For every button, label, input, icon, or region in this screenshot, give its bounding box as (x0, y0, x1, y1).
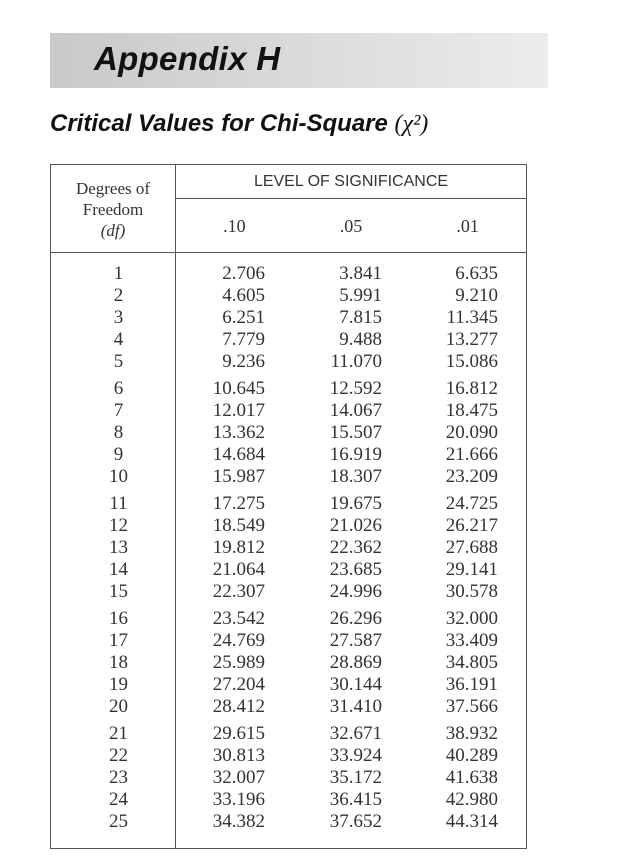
value-cell-05: 36.415 (329, 789, 382, 810)
value-cell-01: 23.209 (445, 466, 498, 487)
table-row (51, 674, 526, 696)
value-cell-10: 34.382 (212, 811, 265, 832)
value-cell-05: 14.067 (329, 400, 382, 421)
table-row (51, 789, 526, 811)
value-cell-01: 41.638 (445, 767, 498, 788)
row-group (51, 263, 526, 373)
df-cell: 9 (113, 444, 124, 465)
value-cell-05: 18.307 (329, 466, 382, 487)
df-cell: 24 (109, 789, 128, 810)
table-title (50, 110, 428, 138)
row-group (51, 378, 526, 488)
value-cell-10: 2.706 (222, 263, 265, 284)
significance-levels (176, 199, 526, 253)
value-cell-01: 37.566 (445, 696, 498, 717)
table-body (51, 263, 526, 838)
value-cell-01: 13.277 (445, 329, 498, 350)
df-cell: 17 (109, 630, 128, 651)
value-cell-10: 4.605 (222, 285, 265, 306)
header-divider (51, 252, 526, 253)
value-cell-10: 28.412 (212, 696, 265, 717)
value-cell-01: 29.141 (445, 559, 498, 580)
value-cell-01: 15.086 (445, 351, 498, 372)
value-cell-05: 7.815 (339, 307, 382, 328)
df-cell: 20 (109, 696, 128, 717)
value-cell-01: 27.688 (445, 537, 498, 558)
df-cell: 15 (109, 581, 128, 602)
value-cell-01: 33.409 (445, 630, 498, 651)
table-row (51, 652, 526, 674)
level-header-01: .01 (456, 215, 479, 236)
table-row (51, 515, 526, 537)
df-cell: 16 (109, 608, 128, 629)
table-row (51, 466, 526, 488)
value-cell-05: 3.841 (339, 263, 382, 284)
table-row (51, 493, 526, 515)
value-cell-05: 16.919 (329, 444, 382, 465)
value-cell-10: 22.307 (212, 581, 265, 602)
value-cell-10: 18.549 (212, 515, 265, 536)
chi-square-symbol: (χ²) (394, 111, 429, 137)
value-cell-10: 15.987 (212, 466, 265, 487)
table-row (51, 329, 526, 351)
value-cell-01: 11.345 (446, 307, 498, 328)
table-row (51, 351, 526, 373)
value-cell-05: 31.410 (329, 696, 382, 717)
value-cell-01: 40.289 (445, 745, 498, 766)
value-cell-10: 33.196 (212, 789, 265, 810)
df-cell: 14 (109, 559, 128, 580)
df-cell: 1 (113, 263, 124, 284)
table-row (51, 745, 526, 767)
value-cell-01: 32.000 (445, 608, 498, 629)
value-cell-01: 21.666 (445, 444, 498, 465)
value-cell-05: 32.671 (329, 723, 382, 744)
df-cell: 19 (109, 674, 128, 695)
df-cell: 2 (113, 285, 124, 306)
value-cell-10: 7.779 (222, 329, 265, 350)
row-group (51, 493, 526, 603)
df-cell: 3 (113, 307, 124, 328)
value-cell-10: 25.989 (212, 652, 265, 673)
value-cell-01: 24.725 (445, 493, 498, 514)
df-cell: 5 (113, 351, 124, 372)
value-cell-05: 21.026 (329, 515, 382, 536)
value-cell-05: 23.685 (329, 559, 382, 580)
df-cell: 11 (109, 493, 128, 514)
table-row (51, 378, 526, 400)
table-row (51, 537, 526, 559)
table-row (51, 581, 526, 603)
value-cell-05: 5.991 (339, 285, 382, 306)
table-row (51, 608, 526, 630)
df-cell: 13 (109, 537, 128, 558)
table-row (51, 559, 526, 581)
value-cell-10: 6.251 (222, 307, 265, 328)
value-cell-05: 33.924 (329, 745, 382, 766)
value-cell-05: 11.070 (330, 351, 382, 372)
value-cell-10: 29.615 (212, 723, 265, 744)
value-cell-01: 30.578 (445, 581, 498, 602)
appendix-title: Appendix H (94, 40, 281, 77)
df-cell: 21 (109, 723, 128, 744)
value-cell-10: 19.812 (212, 537, 265, 558)
value-cell-05: 27.587 (329, 630, 382, 651)
df-header (51, 165, 176, 253)
value-cell-10: 23.542 (212, 608, 265, 629)
value-cell-10: 9.236 (222, 351, 265, 372)
value-cell-10: 10.645 (212, 378, 265, 399)
df-header-line1: Degrees of (75, 178, 151, 198)
value-cell-10: 32.007 (212, 767, 265, 788)
table-row (51, 285, 526, 307)
level-header-05: .05 (339, 215, 363, 236)
df-cell: 7 (113, 400, 124, 421)
value-cell-01: 9.210 (455, 285, 498, 306)
value-cell-01: 6.635 (455, 263, 498, 284)
df-cell: 10 (109, 466, 128, 487)
appendix-banner (50, 33, 548, 88)
df-cell: 22 (109, 745, 128, 766)
value-cell-01: 16.812 (445, 378, 498, 399)
table-row (51, 696, 526, 718)
value-cell-01: 26.217 (445, 515, 498, 536)
value-cell-01: 38.932 (445, 723, 498, 744)
value-cell-05: 37.652 (329, 811, 382, 832)
df-cell: 4 (113, 329, 124, 350)
df-cell: 8 (113, 422, 124, 443)
row-group (51, 608, 526, 718)
value-cell-01: 20.090 (445, 422, 498, 443)
value-cell-01: 42.980 (445, 789, 498, 810)
df-cell: 18 (109, 652, 128, 673)
value-cell-01: 18.475 (445, 400, 498, 421)
row-group (51, 723, 526, 833)
value-cell-10: 30.813 (212, 745, 265, 766)
value-cell-05: 28.869 (329, 652, 382, 673)
df-cell: 6 (113, 378, 124, 399)
df-header-line2: Freedom (82, 199, 144, 219)
value-cell-05: 26.296 (329, 608, 382, 629)
value-cell-05: 9.488 (339, 329, 382, 350)
value-cell-10: 21.064 (212, 559, 265, 580)
value-cell-05: 15.507 (329, 422, 382, 443)
significance-header: LEVEL OF SIGNIFICANCE (176, 165, 526, 199)
value-cell-10: 17.275 (212, 493, 265, 514)
value-cell-05: 22.362 (329, 537, 382, 558)
table-row (51, 422, 526, 444)
table-row (51, 811, 526, 833)
value-cell-05: 19.675 (329, 493, 382, 514)
value-cell-01: 36.191 (445, 674, 498, 695)
table-row (51, 444, 526, 466)
df-cell: 23 (109, 767, 128, 788)
table-row (51, 723, 526, 745)
df-cell: 12 (109, 515, 128, 536)
value-cell-01: 34.805 (445, 652, 498, 673)
value-cell-05: 12.592 (329, 378, 382, 399)
table-row (51, 307, 526, 329)
table-title-text: Critical Values for Chi-Square (50, 110, 395, 137)
table-row (51, 400, 526, 422)
value-cell-10: 14.684 (212, 444, 265, 465)
table-row (51, 263, 526, 285)
chi-square-table (50, 164, 527, 849)
table-row (51, 630, 526, 652)
df-cell: 25 (109, 811, 128, 832)
df-header-line3: (df) (100, 220, 126, 240)
value-cell-10: 12.017 (212, 400, 265, 421)
value-cell-10: 13.362 (212, 422, 265, 443)
value-cell-10: 27.204 (212, 674, 265, 695)
level-header-10: .10 (223, 215, 246, 236)
value-cell-05: 24.996 (329, 581, 382, 602)
value-cell-05: 30.144 (329, 674, 382, 695)
value-cell-05: 35.172 (329, 767, 382, 788)
table-row (51, 767, 526, 789)
value-cell-10: 24.769 (212, 630, 265, 651)
value-cell-01: 44.314 (445, 811, 498, 832)
